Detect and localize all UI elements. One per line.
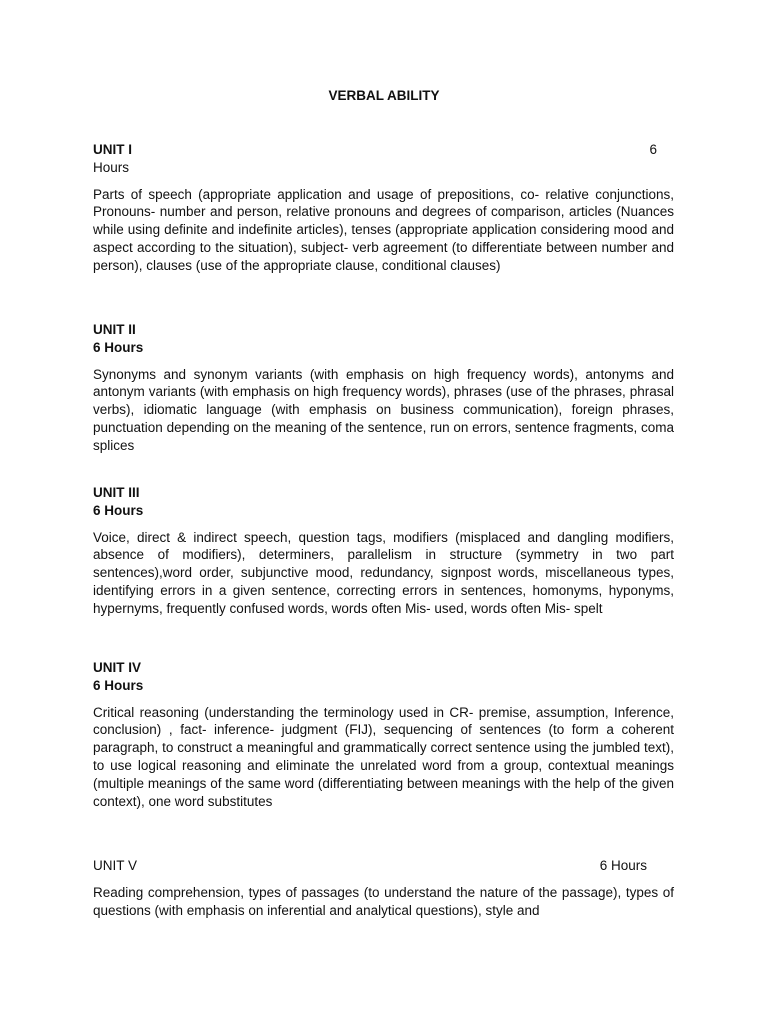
unit-heading <box>93 484 674 520</box>
unit-description: Critical reasoning (understanding the terminology used in CR- premise, assumption, Inference, conclusion) , fact- inference- judgment (FIJ), sequencing of sentences (to form a coherent paragraph, to construct a meaningful and grammatically correct sentence using the jumbled text), to use logical reasoning and eliminate the unrelated word from a group, contextual meanings (multiple meanings of the same word (differentiating between meanings with the help of the given context), one word substitutes <box>93 704 674 809</box>
unit-heading <box>93 857 674 875</box>
unit-section <box>93 484 674 618</box>
unit-section <box>93 857 674 919</box>
unit-heading <box>93 141 674 177</box>
unit-hours: 6 Hours <box>93 339 144 355</box>
unit-name: UNIT IV <box>93 660 142 675</box>
unit-name: UNIT V <box>93 858 138 873</box>
unit-name: UNIT I <box>93 142 132 157</box>
unit-heading <box>93 321 674 357</box>
unit-section <box>93 141 674 275</box>
unit-section <box>93 659 674 810</box>
unit-section <box>93 321 674 455</box>
unit-hours-number: 6 <box>649 142 657 157</box>
unit-hours: 6 Hours <box>599 858 647 873</box>
unit-hours: 6 Hours <box>93 677 144 693</box>
unit-description: Reading comprehension, types of passages (to understand the nature of the passage), types of questions (with emphasis on inferential and analytical questions), style and <box>93 884 674 918</box>
unit-name: UNIT III <box>93 485 140 500</box>
document-title: VERBAL ABILITY <box>328 88 440 103</box>
unit-hours: 6 Hours <box>93 502 144 518</box>
unit-heading <box>93 659 674 695</box>
unit-description: Synonyms and synonym variants (with emphasis on high frequency words), antonyms and antonym variants (with emphasis on high frequency words), phrases (use of the phrases, phrasal verbs), idiomatic language (with emphasis on business communication), foreign phrases, punctuation depending on the meaning of the sentence, run on errors, sentence fragments, coma splices <box>93 366 674 453</box>
unit-description: Parts of speech (appropriate application and usage of prepositions, co- relative conjunctions, Pronouns- number and person, relative pronouns and degrees of comparison, articles (Nuances while using definite and indefinite articles), tenses (appropriate application considering mood and aspect according to the situation), subject- verb agreement (to differentiate between number and person), clauses (use of the appropriate clause, conditional clauses) <box>93 186 674 273</box>
unit-name: UNIT II <box>93 322 136 337</box>
unit-description: Voice, direct & indirect speech, question tags, modifiers (misplaced and dangling modifiers, absence of modifiers), determiners, parallelism in structure (symmetry in two part sentences),word order, subjunctive mood, redundancy, signpost words, miscellaneous types, identifying errors in a given sentence, correcting errors in sentences, homonyms, hyponyms, hypernyms, frequently confused words, words often Mis- used, words often Mis- spelt <box>93 529 674 616</box>
unit-hours-word: Hours <box>93 159 130 175</box>
